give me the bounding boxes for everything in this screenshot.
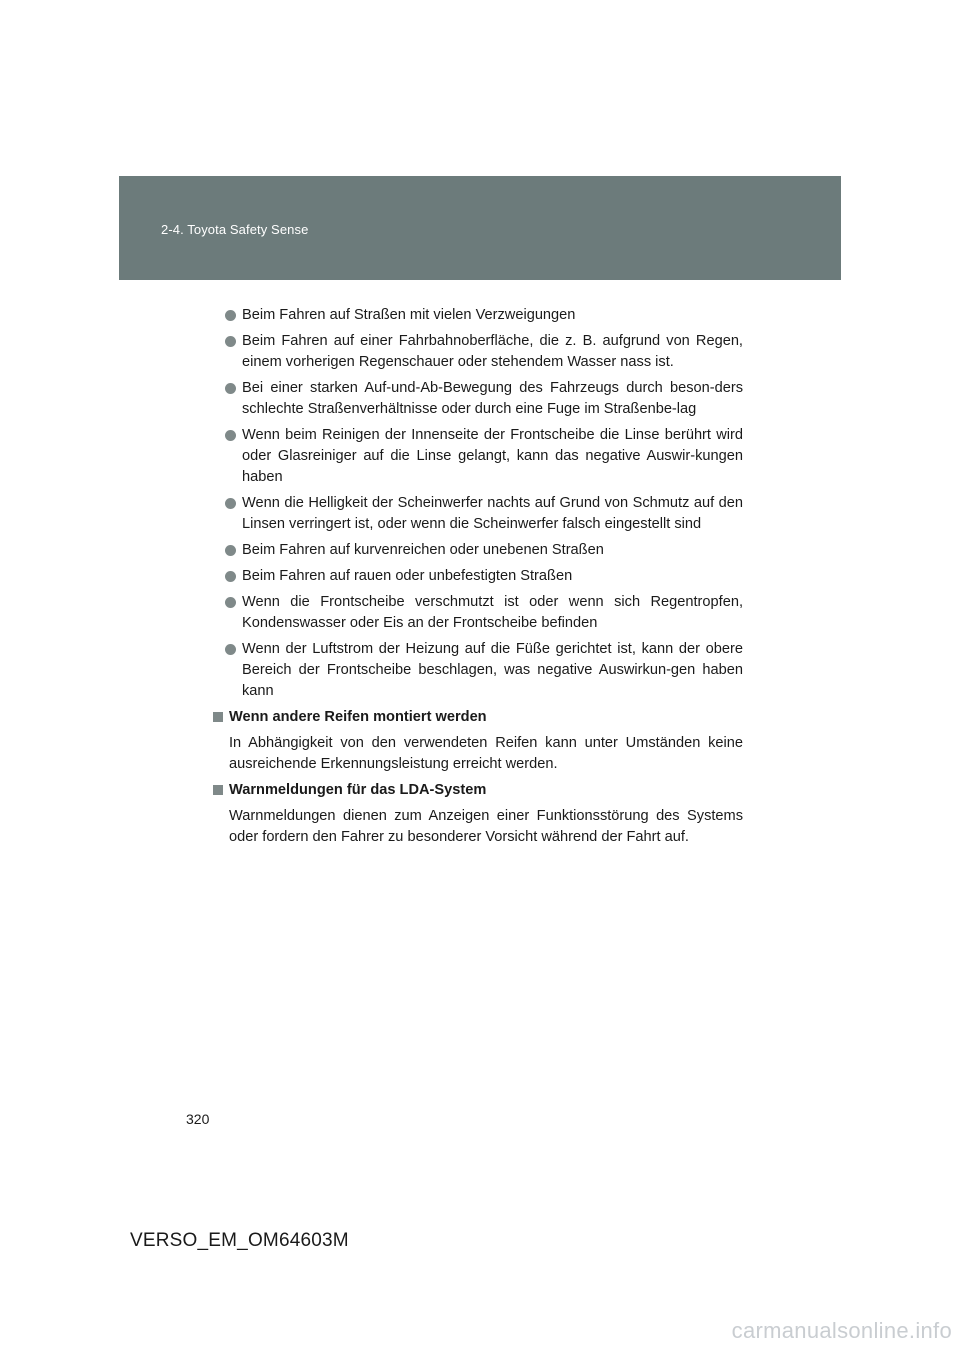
list-item [213, 378, 743, 420]
bullet-dot-icon [225, 430, 236, 441]
section-title: 2-4. Toyota Safety Sense [161, 222, 309, 237]
bullet-dot-icon [225, 545, 236, 556]
list-item [213, 639, 743, 702]
subsection-body: Warnmeldungen dienen zum Anzeigen einer Funktionsstörung des Systems oder fordern den Fahrer zu besonderer Vorsicht während der Fahrt auf. [229, 808, 743, 845]
subsection-other-tires [213, 707, 743, 775]
site-watermark: carmanualsonline.info [731, 1318, 952, 1343]
list-item-text: Beim Fahren auf Straßen mit vielen Verzweigungen [242, 307, 576, 323]
bullet-dot-icon [225, 383, 236, 394]
list-item [213, 566, 743, 587]
list-item-text: Wenn beim Reinigen der Innenseite der Frontscheibe die Linse berührt wird oder Glasreiniger auf die Linse gelangt, kann das negative Auswir-kungen haben [242, 427, 743, 485]
subsection-heading [213, 780, 743, 801]
list-item-text: Wenn die Frontscheibe verschmutzt ist oder wenn sich Regentropfen, Kondenswasser oder Eis an der Frontscheibe befinden [242, 594, 743, 631]
section-header-band [119, 176, 841, 280]
bullet-dot-icon [225, 336, 236, 347]
square-bullet-icon [213, 712, 223, 722]
list-item-text: Wenn der Luftstrom der Heizung auf die Füße gerichtet ist, kann der obere Bereich der Frontscheibe beschlagen, was negative Auswirkun-gen haben kann [242, 641, 743, 699]
list-item [213, 331, 743, 373]
bullet-dot-icon [225, 310, 236, 321]
condition-list [213, 305, 743, 702]
list-item [213, 592, 743, 634]
bullet-dot-icon [225, 597, 236, 608]
subsection-heading-text: Warnmeldungen für das LDA-System [229, 782, 487, 798]
bullet-dot-icon [225, 498, 236, 509]
bullet-dot-icon [225, 571, 236, 582]
list-item-text: Wenn die Helligkeit der Scheinwerfer nachts auf Grund von Schmutz auf den Linsen verringert ist, oder wenn die Scheinwerfer falsch eingestellt sind [242, 495, 743, 532]
subsection-warning-messages [213, 780, 743, 848]
document-code: VERSO_EM_OM64603M [130, 1230, 349, 1251]
subsection-body: In Abhängigkeit von den verwendeten Reifen kann unter Umständen keine ausreichende Erkennungsleistung erreicht werden. [229, 735, 743, 772]
page-number: 320 [186, 1111, 210, 1127]
page-content [213, 305, 743, 853]
list-item [213, 425, 743, 488]
bullet-dot-icon [225, 644, 236, 655]
list-item [213, 493, 743, 535]
list-item-text: Beim Fahren auf kurvenreichen oder unebenen Straßen [242, 542, 604, 558]
subsection-heading-text: Wenn andere Reifen montiert werden [229, 709, 487, 725]
list-item-text: Bei einer starken Auf-und-Ab-Bewegung des Fahrzeugs durch beson-ders schlechte Straßenverhältnisse oder durch eine Fuge im Straßenbe-lag [242, 380, 743, 417]
square-bullet-icon [213, 785, 223, 795]
list-item-text: Beim Fahren auf einer Fahrbahnoberfläche, die z. B. aufgrund von Regen, einem vorherigen Regenschauer oder stehendem Wasser nass ist. [242, 333, 743, 370]
list-item-text: Beim Fahren auf rauen oder unbefestigten Straßen [242, 568, 573, 584]
list-item [213, 305, 743, 326]
list-item [213, 540, 743, 561]
subsection-heading [213, 707, 743, 728]
